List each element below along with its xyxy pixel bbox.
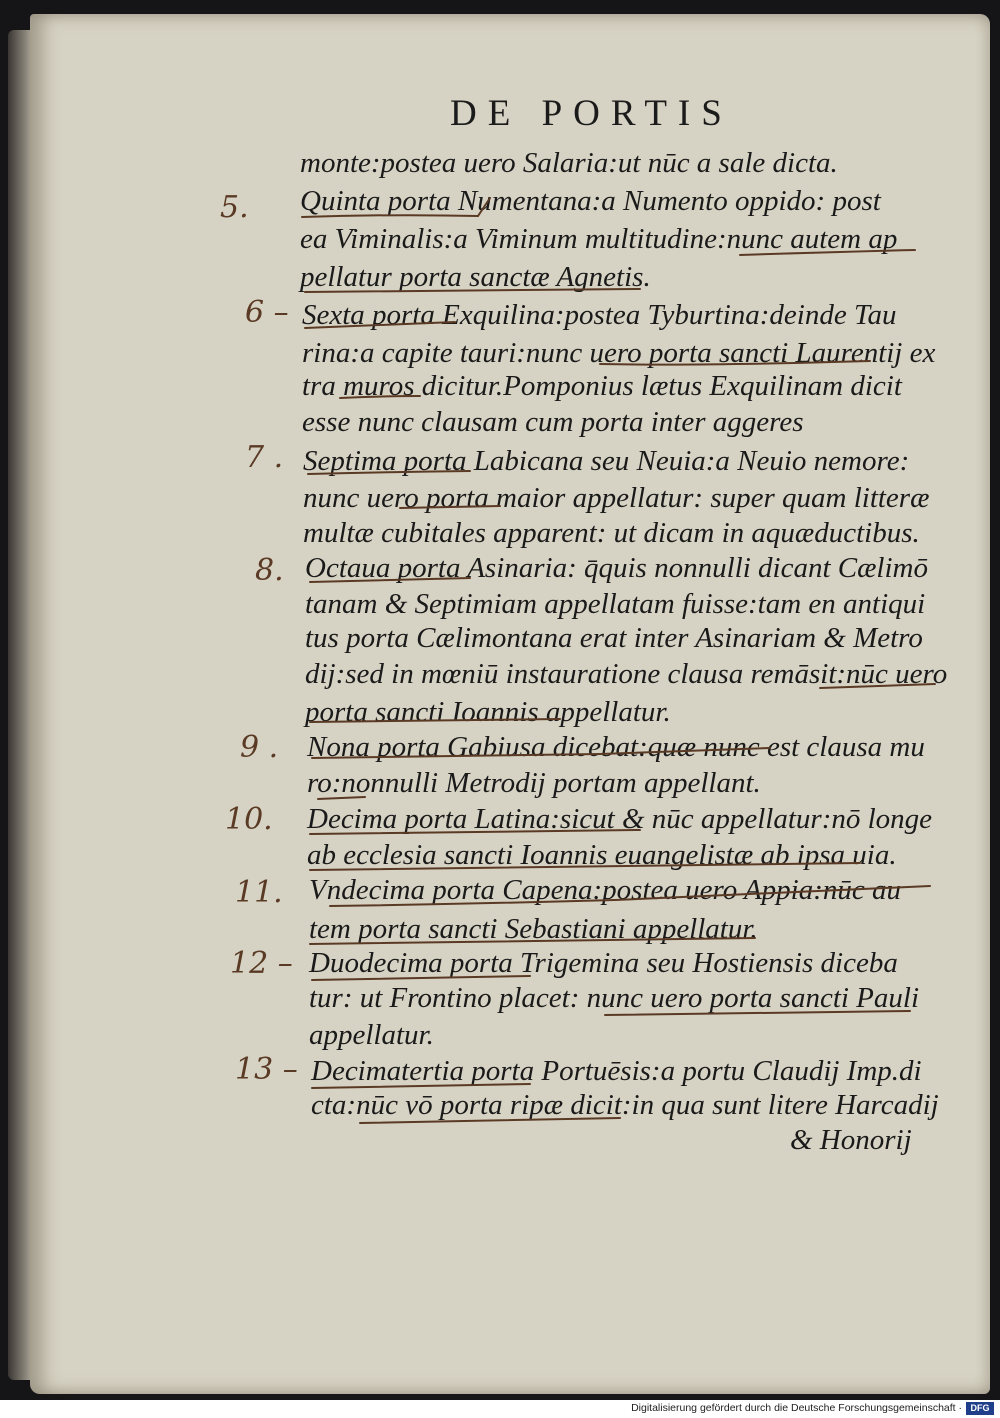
- text-line: tanam & Septimiam appellatam fuisse:tam en antiqui: [305, 588, 926, 620]
- text-line: ea Viminalis:a Viminum multitudine:nunc autem ap: [300, 223, 898, 255]
- text-line: Sexta porta Exquilina:postea Tyburtina:deinde Tau: [302, 299, 897, 331]
- text-line: tur: ut Frontino placet: nunc uero porta sancti Pauli: [309, 982, 920, 1014]
- margin-number: 9 .: [240, 730, 279, 765]
- text-line: tus porta Cælimontana erat inter Asinariam & Metro: [305, 622, 923, 654]
- text-line: tra muros dicitur.Pomponius lætus Exquilinam dicit: [302, 370, 902, 402]
- margin-number: 13 –: [235, 1052, 298, 1087]
- margin-number: 5.: [220, 190, 249, 225]
- text-line: pellatur porta sanctæ Agnetis.: [300, 261, 651, 293]
- text-line: Decima porta Latina:sicut & nūc appellatur:nō longe: [307, 803, 933, 835]
- margin-number: 6 –: [245, 295, 289, 330]
- text-line: ro:nonnulli Metrodij portam appellant.: [307, 767, 761, 799]
- margin-number: 12 –: [230, 946, 293, 981]
- funding-credit: Digitalisierung gefördert durch die Deutsche Forschungsgemeinschaft ·: [631, 1402, 962, 1414]
- dfg-logo: DFG: [966, 1402, 994, 1415]
- text-line: appellatur.: [309, 1019, 434, 1051]
- margin-number: 8.: [255, 553, 284, 588]
- text-line: Decimatertia porta Portuēsis:a portu Claudij Imp.di: [311, 1055, 922, 1087]
- text-line: & Honorij: [790, 1124, 912, 1156]
- text-line: porta sancti Ioannis appellatur.: [305, 696, 671, 728]
- text-line: rina:a capite tauri:nunc uero porta sancti Laurentij ex: [302, 337, 936, 369]
- margin-number: 11.: [235, 875, 283, 910]
- text-line: multæ cubitales apparent: ut dicam in aquæductibus.: [303, 517, 920, 549]
- text-line: Septima porta Labicana seu Neuia:a Neuio nemore:: [303, 445, 910, 477]
- text-line: Octaua porta Asinaria: q̄quis nonnulli dicant Cælimō: [305, 552, 928, 584]
- text-line: Duodecima porta Trigemina seu Hostiensis diceba: [309, 947, 898, 979]
- text-line: Quinta porta Numentana:a Numento oppido: post: [300, 185, 881, 217]
- text-line: cta:nūc vō porta ripæ dicit:in qua sunt litere Harcadij: [311, 1089, 939, 1121]
- text-line: nunc uero porta maior appellatur: super quam litteræ: [303, 482, 930, 514]
- text-line: Nona porta Gabiusa dicebat:quæ nunc est clausa mu: [307, 731, 925, 763]
- margin-number: 10.: [225, 802, 273, 837]
- margin-number: 7 .: [245, 440, 284, 475]
- text-line: monte:postea uero Salaria:ut nūc a sale dicta.: [300, 147, 838, 179]
- text-line: dij:sed in mœniū instauratione clausa remāsit:nūc uero: [305, 658, 948, 690]
- text-line: ab ecclesia sancti Ioannis euangelistæ ab ipsa uia.: [307, 839, 897, 871]
- digitization-footer: [0, 1400, 1000, 1418]
- text-line: Vndecima porta Capena:postea uero Appia:nūc au: [309, 874, 901, 906]
- text-line: esse nunc clausam cum porta inter aggeres: [302, 406, 804, 438]
- text-line: tem porta sancti Sebastiani appellatur.: [309, 913, 758, 945]
- running-heading: DE PORTIS: [450, 93, 733, 134]
